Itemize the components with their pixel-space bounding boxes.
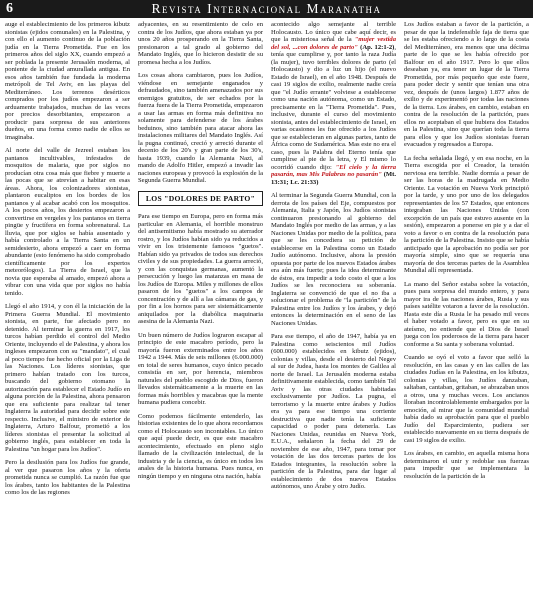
paragraph: auge el establecimiento de los primeros kibutz sionistas (ejidos comunales) en la Palestina, y con ello el aumento continuo de la población judía en la Tierra Prometida. Fue en los primeros años del siglo XX, cuando empezó a ser poblada la presente Jerusalén moderna, al poniente de la ciudad amurallada antigua. En esos años también fue fundada la moderna metrópoli de Tel Aviv, en las playas del Mediterráneo. Los terrenos desérticos comprados por los judíos empezaron a ser arduamente trabajados, muchas de las veces por precios desorbitantes, empezaron a producir para sorpresa de sus anteriores dueños, en una forma como nadie de ellos se imaginaba. <box>5 21 130 141</box>
paragraph: Los árabes, en cambio, en aquella misma hora determinaron el unir y redoblar sus fuerzas para impedir que se implementara la resolución de la partición de la <box>404 450 529 480</box>
column-1 <box>5 21 130 597</box>
scripture-reference: (Mt. 13:31; Lc. 21:33) <box>271 171 396 186</box>
column-4 <box>404 21 529 597</box>
paragraph <box>271 21 396 186</box>
page-number: 6 <box>6 1 13 16</box>
paragraph: Los cosas ahora cambiaron, pues los Judíos, viéndose en semejante enganados y defraudados, sino también amenazados por sus enemigos gratuitos, de ser echados por la fuerza fuera de la Tierra Prometida, empezaron a usar las armas en forma más definitiva no solamente para defenderse de los árabes beduinos, sino también para atacar ahora las instalaciones militares del Mandato Inglés. Así la pugna continuó, creció y arreció durante el decenio de los 20's y gran parte de los 30's, hasta 1939, cuando la Alemania Nazi, al mando de Adolfo Hitler, empezó a invadir las naciones europeas y provocó la explosión de la Segunda Guerra Mundial. <box>138 72 263 184</box>
paragraph: Pero la desilusión para los Judíos fue grande, al ver que pasaron los años y la oferta prometida nunca se cumplió. La razón fue que los árabes, tanto los habitantes de la Palestina como los de las regiones <box>5 459 130 496</box>
paragraph: Llegó el año 1914, y con él la iniciación de la Primera Guerra Mundial. El movimiento sionista, en parte, fue afectado pero no detenido. Al terminar la guerra en 1917, los turcos habían perdido el control del Medio Oriente, incluyendo el de Palestina, y ahora los ingleses empezaron con su "mandato", el cual al poco tiempo fue hecho oficial por la Liga de las Naciones. Los líderes sionistas, que primero habían tratado con los turcos, buscando del gobierno otomano la autorización para establecer el Estado Judío en alguna porción de la Palestina, ahora pensaron que era suficiente para realizar tal tener Inglaterra la autoridad para decidir sobre este respecto. Inclusive, el ministro de exterior de Inglaterra, Arturo Balfour, prometió a los líderes sionistas el presentar la solicitud al gobierno inglés, para establecer en toda la Palestina "un hogar para los Judíos". <box>5 303 130 453</box>
section-heading: LOS "DOLORES DE PARTO" <box>138 191 263 207</box>
scripture-quote: "mujer vestida del sol, ...con dolores de parto" <box>271 36 396 51</box>
scripture-reference: (Ap. 12:1-2) <box>360 43 395 51</box>
article-body <box>5 21 528 597</box>
page-header <box>0 0 533 18</box>
paragraph: adyacentes, en su resentimiento de celo en contra de los Judíos, que ahora estaban ya por unos 20 años prosperando en la Tierra Santa, presionaron a tal grado al gobierno del Mandato Inglés, que lo hicieron desistir de su promesa hecha a los Judíos. <box>138 21 263 66</box>
paragraph: Para ese tiempo, el año de 1947, había ya en Palestina como seiscientos mil Judíos (600.000) establecidos en kibutz (ejidos), colonias y villas, desde el desierto del Negev al sur de Judea, hasta los montes de Galilea al norte de Israel. La Jerusalén moderna estaba definitivamente establecida, como también Tel Aviv y las otras ciudades habitadas exclusivamente por Judíos. La pugna, el terrorismo y la muerte entre árabes y Judíos era ya para ese tiempo una corriente destructiva que nadie tenía la suficiente capacidad o poder para detenerla. Las Naciones Unidas, reunidas en Nueva York, E.U.A., señalaron la fecha del 29 de noviembre de ese año, 1947, para tomar por votación de las dos terceras partes de los Estados integrantes, la resolución sobre la partición de la Palestina, para dar lugar al establecimiento de dos nuevos Estados autónomos, uno Árabe y otro Judío. <box>271 333 396 490</box>
journal-title: Revista Internacional Maranatha <box>151 1 382 16</box>
scripture-quote: "El cielo y la tierra pasarán, mas Mis Palabras no pasarán" <box>271 163 396 178</box>
column-2 <box>138 21 263 597</box>
paragraph: La mano del Señor estaba sobre la votación, pues para sorpresa del mundo entero, y para mayor ira de las naciones árabes, Rusia y sus países satélite votaron a favor de la resolución. Hasta este día a Rusia le ha pesado mil veces el haber votado a favor, pero es que en su ateísmo, no entiende que el Dios de Israel juega con los poderosos de la tierra para hacer conforme a Su santa y soberana voluntad. <box>404 280 529 348</box>
paragraph: Al norte del valle de Jezreel estaban los pantanos incultivables, infestados de mosquitos de malaria, que por siglos no producían otra cosa más que fiebre y muerte a las pocas que se atrevían a habitar en esas áreas. Ahora, los colonizadores sionistas, plantaron eucaliptos en los bordes de los pantanos y al acabar acabó con los mosquitos. A los pocos años, los desiertos empezaron a convertirse en vergeles y los pantanos en tierra pingüe y fructífera en forma sobrenatural. La lluvia, que por siglos se había ausentado y había controlado a la Tierra Santa en un semidesierto, ahora empezó a caer en forma abundante (esto fenómeno ha sido comprobado científicamente por los expertos meteorólogos). La Tierra de Israel, que la novia que esperaba al amado, empezó ahora a vibrar con una vida que por siglos no había tenido. <box>5 147 130 297</box>
text-run: , tenía que cumplirse y, por tanto la raza Judía (la mujer), tuvo terribles dolores de parto (el Holocausto) y dio a luz un hijo (el nuevo Estado de Israel), en el año 1948. Después de casi 19 siglos de exilio, realmente nadie creía que "el Judío errante" volviese a establecerse como una nación autónoma, como un Estado, precisamente en la "Tierra Prometida". Pues, inclusive, durante el curso del movimiento sionista, antes del establecimiento de Israel, en varias ocasiones les fue ofrecido a los Judíos que se establecieran en algunas partes, tanto de África como de Sudamérica. Mas este no era el caso, pues la Palabra del Eterno tenía que cumplirse al pie de la letra, y El mismo lo ocorridó cuando dijo: <box>271 43 396 171</box>
column-3 <box>271 21 396 597</box>
paragraph: Para ese tiempo en Europa, pero en forma más particular en Alemania, el horrible monstruo del antisemitismo había mostrado su aterrador rostro, y los Judíos habían sido ya reducidos a vivir en los tristemente famosos "guetos". Habían sido ya privados de todos sus derechos civiles y de sus propiedades. La guerra arreció, y con las conquistas germanas, aumentó la persecución y luego las matanzas en masa de los Judíos de Europa. Miles y millones de ellos pasaron de los "guetos" a los campos de concentración y de allí a las cámaras de gas, y por fin a los hornos para ser sistemáticamente aniquilados por la diabólica maquinaria asesina de la Alemania Nazi. <box>138 213 263 325</box>
paragraph: La fecha señalada llegó, y en esa noche, en la Tierra escogida por el Creador, la tensión nerviosa era terrible. Nadie dormía a pesar de ser las horas de la madrugada en Medio Oriente. La votación en Nueva York principió por la tarde, y uno por uno de los delegados representantes de los 57 Estados, que entonces integraban las Naciones Unidas (con excepción de un país que estuvo ausente en la sesión), empezaron a ponerse en pie y a dar el voto a favor o en contra de la resolución para la partición de la Palestina. Insisto que se había anticipado que la aprobación no podía ser por mayoría simple, sino que se requería una mayoría de dos terceras partes de la Asamblea Mundial allí representada. <box>404 154 529 274</box>
paragraph: Los Judíos estaban a favor de la partición, a pesar de que la indefensible faja de tierra que se les estaba ofreciendo a lo largo de la costa del Mediterráneo, era menos que una décima parte de lo que se les había ofrecido por Balfour en el año 1917. Pero lo que ellos deseaban ya, era tener un lugar de la Tierra Prometida, por más pequeño que este fuere, para poder decir y sentir que tenían una otra vez, después de (unos largos) 1.877 años de exilio y de experimentó por todas las naciones de la tierra. Los árabes, en cambio, estaban en contra de la resolución de la partición, pues ellos no aceptaban el que hubiera dos Estados en la Palestina, sino que querían toda la tierra para ellos y que los Judíos sionistas fueran evacuados y regresados a Europa. <box>404 21 529 148</box>
paragraph: Cuando se oyó el voto a favor que selló la resolución, en las casas y en las calles de las ciudades Judías en la Palestina, en los kibutzs, colonias y villas, los Judíos danzaban, saltaban, cantaban, gritaban, se abrazaban unos a otros, una y muchas veces. Los ancianos lloraban incontrolablemente embargados por la emoción, al mirar que la comunidad mundial había dado su aprobación para que el pueblo Judío del Esparcimiento, pudiera ser establecido nuevamente en su tierra después de casi 19 siglos de exilio. <box>404 354 529 444</box>
paragraph: Al terminar la Segunda Guerra Mundial, con la derrota de los países del Eje, compuestos por Alemania, Italia y Japón, los Judíos sionistas continuaron presionando al gobierno del Mandato Inglés por medio de las armas, y a las Naciones Unidas por medio de la política, para que se les concediera su petición de establecerse en la Palestina como un Estado Judío autónomo. Inclusive, ahora la presión opuesta por parte de los nuevos Estados árabes era aún más fuerte; pues la idea determinante de éstos, era impedir a todo costo el que a los Judíos se les reconociera su soberanía. Inglaterra se convenció de que el no iba a solucionar el problema de "la partición" de la Palestina entre los Judíos y los árabes, y dejó entonces la determinación en el seno de las Naciones Unidas. <box>271 192 396 327</box>
paragraph: Como podemos fácilmente entenderlo, las historias existentes de lo que ahora recordamos como el Holocausto son incontables. Lo único que aquí puede decir, es que este macabro acontecimiento, efectuado en pleno siglo llamado de la civilización intelectual, de la industria y de la ciencia, es único en todos los anales de la historia humana. Pues nunca, en ningún tiempo y en ninguna otra nación, había <box>138 412 263 480</box>
text-run: acontecido algo semejante al terrible Holocausto. Lo único que cabe aquí decir, es que la misteriosa señal de la <box>271 21 396 43</box>
paragraph: Un buen número de Judíos lograron escapar al principio de este macabro período, pero la mayoría fueron exterminados entre los años 1942 a 1944. Más de seis millones (6.000.000) en total de seres humanos, cuyo único pecado consistía en ser, por herencia, miembros naturales del pueblo escogido de Dios, fueron llevados sistemáticamente a la muerte en las formas más horribles y macabras que la mente humana pudiera concebir. <box>138 331 263 406</box>
